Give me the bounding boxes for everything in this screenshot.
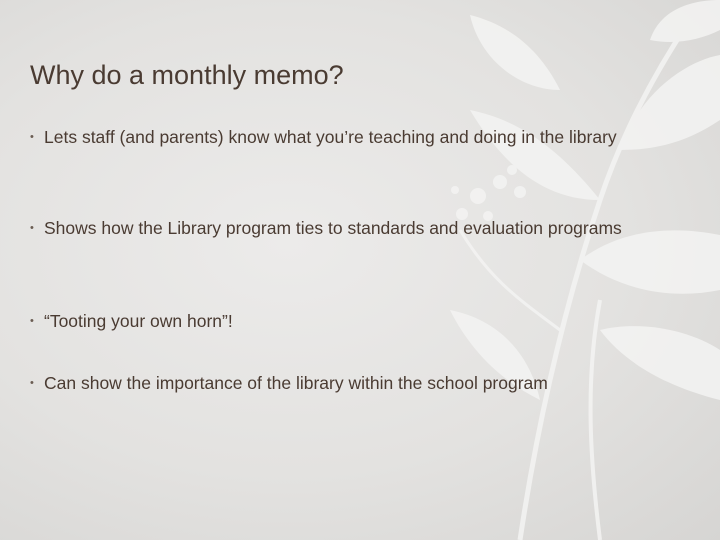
bullet-text: “Tooting your own horn”! [44,311,233,331]
bullet-text: Lets staff (and parents) know what you’re teaching and doing in the library [44,127,617,147]
slide-title: Why do a monthly memo? [30,60,344,90]
bullet-text: Can show the importance of the library within the school program [44,373,548,393]
bullet-item [28,370,548,397]
bullet-marker: • [30,222,34,234]
bullet-item [28,308,233,335]
bullet-marker: • [30,315,34,327]
bullet-text: Shows how the Library program ties to standards and evaluation programs [44,218,622,238]
bullet-item [28,215,622,242]
bullet-item [28,124,617,151]
bullet-marker: • [30,377,34,389]
bullet-marker: • [30,131,34,143]
